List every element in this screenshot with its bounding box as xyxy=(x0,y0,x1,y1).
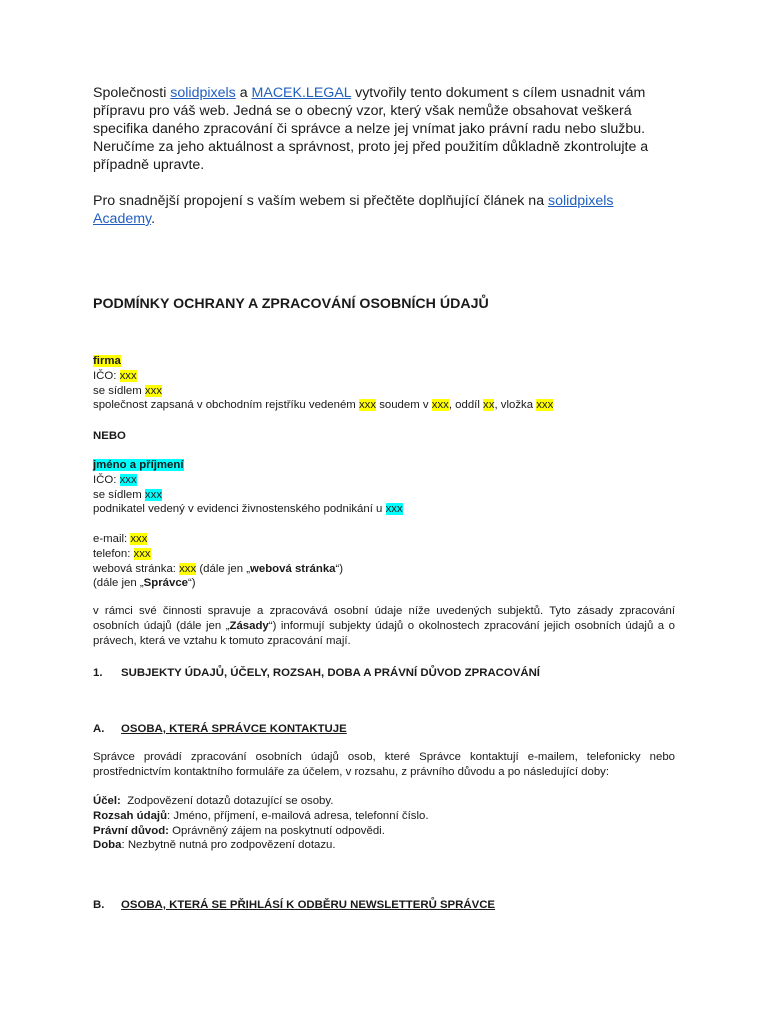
firm-block xyxy=(93,354,675,413)
document-title: PODMÍNKY OCHRANY A ZPRACOVÁNÍ OSOBNÍCH ÚDAJŮ xyxy=(93,296,489,312)
or-separator: NEBO xyxy=(93,430,126,442)
intro-paragraph-2 xyxy=(93,192,675,228)
placeholder: xxx xyxy=(144,488,163,501)
section-title: OSOBA, KTERÁ SPRÁVCE KONTAKTUJE xyxy=(121,723,347,735)
ico-label: IČO: xyxy=(93,473,120,486)
placeholder: xxx xyxy=(144,384,163,397)
section-letter: B. xyxy=(93,899,105,911)
web-text: “) xyxy=(335,562,344,575)
registry-text: , vložka xyxy=(494,399,537,412)
scope-text: v rámci své činnosti spravuje a zpracovává osobní údaje níže uvedených subjektů. Tyto zásady zpracování osobních údajů (dále jen „ xyxy=(93,605,675,632)
ico-label: IČO: xyxy=(93,369,120,382)
time-value: : Nezbytně nutná pro zodpovězení dotazu. xyxy=(121,839,336,852)
scope-value: : Jméno, příjmení, e-mailová adresa, telefonní číslo. xyxy=(167,809,429,822)
placeholder: xxx xyxy=(133,547,151,560)
phone-label: telefon: xyxy=(93,547,134,560)
web-term: webová stránka xyxy=(250,562,336,575)
placeholder: xxx xyxy=(119,473,137,486)
seat-label: se sídlem xyxy=(93,384,145,397)
placeholder: xxx xyxy=(179,562,197,575)
solidpixels-academy-link[interactable]: solidpixels Academy xyxy=(93,193,614,227)
registry-text: společnost zapsaná v obchodním rejstříku vedeném xyxy=(93,399,359,412)
person-block xyxy=(93,458,675,517)
details-block xyxy=(93,794,675,853)
placeholder: xxx xyxy=(358,399,377,412)
placeholder: xxx xyxy=(431,399,449,412)
section-a-heading xyxy=(93,722,675,737)
web-text: (dále jen „ xyxy=(196,562,251,575)
intro-text: Pro snadnější propojení s vaším webem si přečtěte doplňující článek na xyxy=(93,193,549,209)
section-title: SUBJEKTY ÚDAJŮ, ÚČELY, ROZSAH, DOBA A PRÁVNÍ DŮVOD ZPRACOVÁNÍ xyxy=(121,667,540,679)
section-1-heading xyxy=(93,666,675,681)
email-label: e-mail: xyxy=(93,533,131,545)
intro-text: a xyxy=(235,85,252,101)
firm-name: firma xyxy=(93,355,121,367)
legal-value: Oprávněný zájem na poskytnutí odpovědi. xyxy=(168,824,385,837)
placeholder: xxx xyxy=(385,503,403,516)
legal-label: Právní důvod: xyxy=(93,824,169,837)
contact-block xyxy=(93,532,675,591)
purpose-label: Účel: xyxy=(93,795,121,807)
time-label: Doba xyxy=(93,839,122,852)
registry-text: , oddíl xyxy=(448,399,484,412)
placeholder: xxx xyxy=(130,533,148,545)
scope-paragraph xyxy=(93,604,675,648)
macek-legal-link[interactable]: MACEK.LEGAL xyxy=(251,85,352,101)
document-page xyxy=(93,84,675,911)
section-a-text: Správce provádí zpracování osobních údajů osob, které Správce kontaktují e-mailem, telefonicky nebo prostřednictvím kontaktního formuláře za účelem, v rozsahu, z právního důvodu a po následující doby: xyxy=(93,751,675,778)
section-letter: A. xyxy=(93,723,105,735)
web-label: webová stránka: xyxy=(93,562,180,575)
placeholder: xxx xyxy=(536,399,554,412)
scope-term: Zásady xyxy=(229,619,269,632)
intro-text: vytvořily tento dokument s cílem usnadnit vám přípravu pro váš web. Jedná se o obecný vzor, který však nemůže obsahovat veškerá specifika daného zpracování či správce a nelze jej vnímat jako právní radu nebo službu. Neručíme za jeho aktuálnost a správnost, proto jej před použitím důkladně zkontrolujte a případně upravte. xyxy=(93,85,649,173)
placeholder: xxx xyxy=(119,369,137,382)
section-title: OSOBA, KTERÁ SE PŘIHLÁSÍ K ODBĚRU NEWSLETTERŮ SPRÁVCE xyxy=(121,899,496,911)
admin-term: Správce xyxy=(143,577,188,590)
admin-text: (dále jen „ xyxy=(93,577,144,590)
intro-text: Společnosti xyxy=(93,85,171,101)
intro-paragraph xyxy=(93,84,675,174)
registry-text: soudem v xyxy=(376,399,432,412)
section-number: 1. xyxy=(93,667,103,679)
person-name: jméno a příjmení xyxy=(93,459,184,471)
solidpixels-link[interactable]: solidpixels xyxy=(170,85,236,101)
registry-text: podnikatel vedený v evidenci živnostenského podnikání u xyxy=(93,503,386,516)
section-b-heading xyxy=(93,898,675,913)
intro-text: . xyxy=(151,211,156,227)
purpose-value: Zodpovězení dotazů dotazující se osoby. xyxy=(120,795,334,807)
scope-label: Rozsah údajů xyxy=(93,809,168,822)
admin-text: “) xyxy=(187,577,196,590)
seat-label: se sídlem xyxy=(93,488,145,501)
placeholder: xx xyxy=(483,399,495,412)
scope-text: “) informují subjekty údajů o okolnostech zpracování jejich osobních údajů a o právech, která ve vztahu k tomuto zpracování mají. xyxy=(93,619,675,647)
